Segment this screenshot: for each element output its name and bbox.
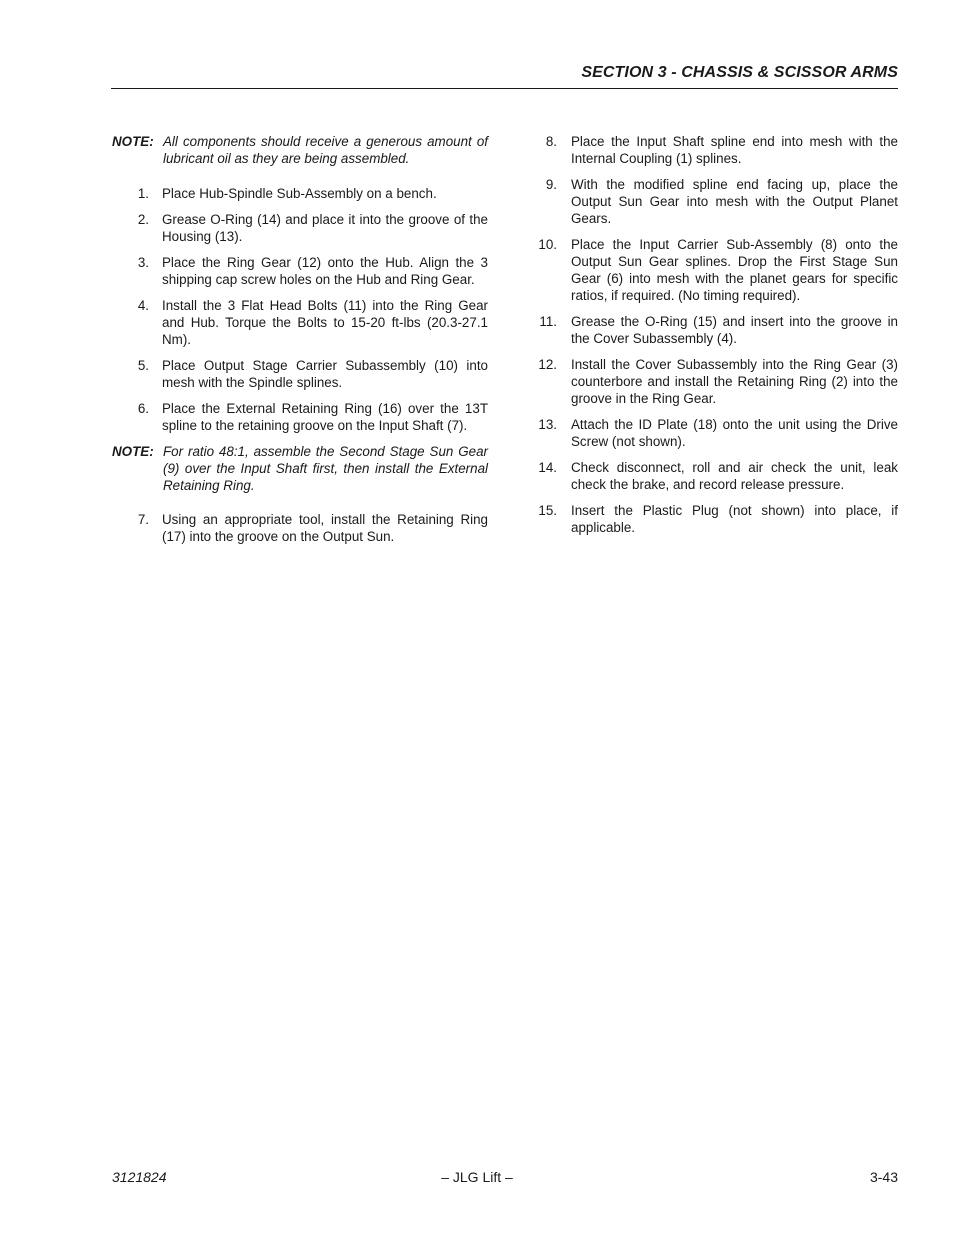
step-number — [112, 400, 162, 434]
step-number-text: 15. — [538, 503, 557, 518]
step-list — [531, 133, 898, 536]
step-number — [112, 357, 162, 391]
step-text: Using an appropriate tool, install the Retaining Ring (17) into the groove on the Output Sun. — [162, 512, 488, 544]
step-number — [112, 511, 162, 545]
step-text: Attach the ID Plate (18) onto the unit using the Drive Screw (not shown). — [571, 417, 898, 449]
step-item — [112, 400, 488, 434]
step-number — [112, 185, 162, 202]
step-number-text: 5. — [137, 358, 149, 373]
step-text: Place Hub-Spindle Sub-Assembly on a bench. — [162, 186, 437, 201]
step-number-text: 4. — [137, 298, 149, 313]
step-number-text: 6. — [137, 401, 149, 416]
step-number-text: 8. — [545, 134, 557, 149]
step-number-text: 7. — [137, 512, 149, 527]
step-number-text: 14. — [538, 460, 557, 475]
step-item — [531, 416, 898, 450]
step-item — [531, 133, 898, 167]
step-number-text: 2. — [137, 212, 149, 227]
step-list — [112, 511, 488, 545]
step-item — [531, 356, 898, 407]
note-label: NOTE: — [112, 444, 154, 459]
step-number — [531, 133, 571, 167]
step-number-text: 12. — [538, 357, 557, 372]
step-number-text: 11. — [539, 314, 557, 329]
step-item — [112, 357, 488, 391]
note-text: All components should receive a generous amount of lubricant oil as they are being assembled. — [163, 134, 488, 166]
step-number — [531, 459, 571, 493]
step-number-text: 3. — [137, 255, 149, 270]
step-text: With the modified spline end facing up, place the Output Sun Gear into mesh with the Output Planet Gears. — [571, 177, 898, 226]
step-text: Place the Input Shaft spline end into mesh with the Internal Coupling (1) splines. — [571, 134, 898, 166]
step-item — [112, 211, 488, 245]
note-lubricant — [112, 133, 488, 167]
step-text: Install the 3 Flat Head Bolts (11) into the Ring Gear and Hub. Torque the Bolts to 15-20 ft-lbs (20.3-27.1 Nm). — [162, 298, 488, 347]
step-item — [531, 236, 898, 304]
step-number-text: 9. — [545, 177, 557, 192]
step-text: Grease O-Ring (14) and place it into the groove of the Housing (13). — [162, 212, 488, 244]
step-text: Install the Cover Subassembly into the Ring Gear (3) counterbore and install the Retaining Ring (2) into the groove in the Ring Gear. — [571, 357, 898, 406]
step-list — [112, 185, 488, 434]
step-item — [531, 313, 898, 347]
note-ratio — [112, 443, 488, 494]
step-text: Insert the Plastic Plug (not shown) into place, if applicable. — [571, 503, 898, 535]
step-number-text: 10. — [538, 237, 557, 252]
step-text: Place the Ring Gear (12) onto the Hub. Align the 3 shipping cap screw holes on the Hub and Ring Gear. — [162, 255, 488, 287]
step-text: Grease the O-Ring (15) and insert into the groove in the Cover Subassembly (4). — [571, 314, 898, 346]
step-item — [112, 185, 488, 202]
step-item — [112, 254, 488, 288]
step-number — [531, 502, 571, 536]
step-text: Place the Input Carrier Sub-Assembly (8) onto the Output Sun Gear splines. Drop the First Stage Sun Gear (6) into mesh with the planet gears for specific ratios, if required. (No timing required). — [571, 237, 898, 303]
step-item — [531, 459, 898, 493]
step-number — [531, 416, 571, 450]
step-item — [531, 176, 898, 227]
document-number: 3121824 — [112, 1169, 167, 1185]
step-number — [112, 254, 162, 288]
left-column — [112, 133, 488, 554]
step-number — [112, 211, 162, 245]
right-column — [531, 133, 898, 545]
step-number-text: 1. — [137, 186, 149, 201]
step-text: Place Output Stage Carrier Subassembly (10) into mesh with the Spindle splines. — [162, 358, 488, 390]
step-text: Check disconnect, roll and air check the unit, leak check the brake, and record release pressure. — [571, 460, 898, 492]
note-text: For ratio 48:1, assemble the Second Stage Sun Gear (9) over the Input Shaft first, then install the External Retaining Ring. — [163, 444, 488, 493]
step-number — [531, 313, 571, 347]
header-rule — [111, 88, 898, 89]
step-number-text: 13. — [538, 417, 557, 432]
page-number: 3-43 — [869, 1169, 898, 1185]
step-item — [112, 297, 488, 348]
step-item — [531, 502, 898, 536]
note-label: NOTE: — [112, 134, 154, 149]
step-number — [112, 297, 162, 348]
step-text: Place the External Retaining Ring (16) over the 13T spline to the retaining groove on the Input Shaft (7). — [162, 401, 488, 433]
step-item — [112, 511, 488, 545]
footer-brand: – JLG Lift – — [441, 1169, 513, 1185]
section-title: SECTION 3 - CHASSIS & SCISSOR ARMS — [581, 64, 898, 81]
step-number — [531, 236, 571, 304]
step-number — [531, 176, 571, 227]
step-number — [531, 356, 571, 407]
